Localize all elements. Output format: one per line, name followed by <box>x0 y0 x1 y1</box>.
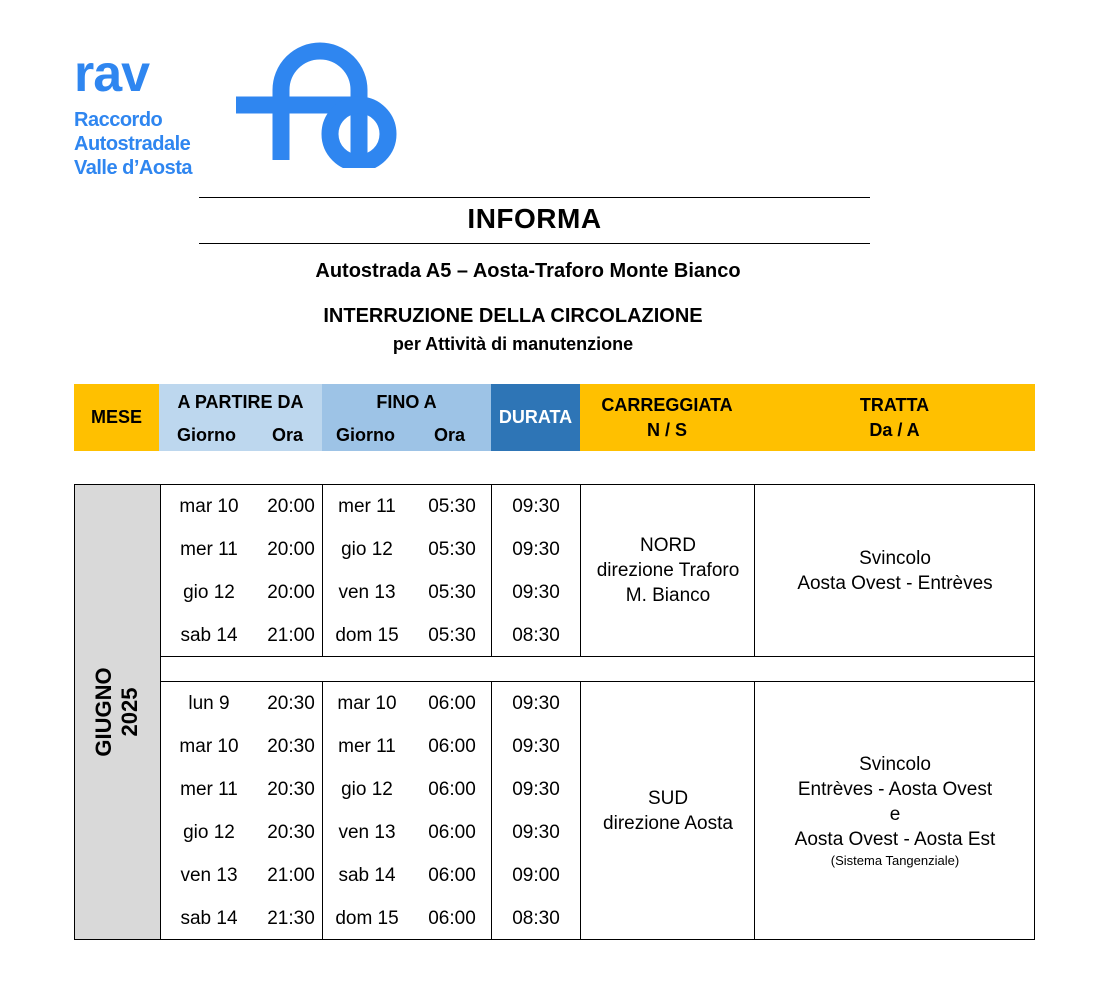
nord-from-time: 20:00 <box>267 539 315 560</box>
header-carreggiata-label: CARREGGIATA <box>601 394 733 415</box>
sud-carriageway-line: SUD <box>647 787 689 809</box>
table-header <box>74 384 1035 451</box>
logo-mark-icon <box>236 38 404 168</box>
header-giorno-to: Giorno <box>336 425 395 445</box>
sud-duration: 09:30 <box>512 693 560 714</box>
subheadline: per Attività di manutenzione <box>392 334 634 354</box>
sud-section-line: Svincolo <box>859 754 931 775</box>
sud-from-time: 20:30 <box>267 822 315 843</box>
nord-carriageway-line: NORD <box>640 535 696 556</box>
nord-section <box>756 485 1034 656</box>
header-ora-from: Ora <box>272 425 304 445</box>
sud-from-day: ven 13 <box>180 865 238 886</box>
col-line <box>754 682 755 939</box>
sud-to-time: 06:00 <box>428 779 476 800</box>
col-line <box>580 682 581 939</box>
sud-from-time: 21:00 <box>267 865 315 886</box>
sud-from-day: gio 12 <box>183 822 235 843</box>
sud-section-line: e <box>889 804 901 825</box>
nord-from-day: gio 12 <box>183 582 235 603</box>
nord-to-time: 05:30 <box>428 582 476 603</box>
header-ora-to: Ora <box>434 425 466 445</box>
header-tratta-sub: Da / A <box>869 419 920 440</box>
sud-to-day: dom 15 <box>335 908 399 929</box>
sud-carriageway-line: direzione Aosta <box>603 812 733 834</box>
col-line <box>580 485 581 656</box>
nord-from-day: sab 14 <box>180 625 238 646</box>
header-durata-label: DURATA <box>498 407 573 427</box>
nord-to-day: gio 12 <box>341 539 393 560</box>
month-label <box>91 667 143 756</box>
header-mese <box>74 384 159 451</box>
schedule-table <box>74 484 1035 940</box>
header-durata <box>491 384 580 451</box>
sud-to-day: gio 12 <box>341 779 393 800</box>
col-line <box>160 485 161 939</box>
header-carreggiata-sub: N / S <box>646 419 687 440</box>
nord-from-day: mer 11 <box>180 539 238 560</box>
nord-section-line: Svincolo <box>859 547 931 569</box>
header-tratta-label: TRATTA <box>859 394 930 415</box>
sud-from-day: lun 9 <box>188 693 230 714</box>
col-line <box>491 485 492 656</box>
sud-to-time: 06:00 <box>428 736 476 757</box>
logo <box>74 45 192 180</box>
sud-from-day: mer 11 <box>180 779 238 800</box>
nord-duration: 09:30 <box>512 496 560 517</box>
nord-to-time: 05:30 <box>428 539 476 560</box>
sud-section-line: Entrèves - Aosta Ovest <box>797 779 993 800</box>
sud-from-day: sab 14 <box>180 908 238 929</box>
month-cell <box>75 485 160 939</box>
title-rule-bottom <box>199 243 870 244</box>
nord-carriageway-line: M. Bianco <box>625 585 711 606</box>
sud-duration: 08:30 <box>512 908 560 929</box>
header-tratta <box>754 384 1035 451</box>
sud-from-time: 20:30 <box>267 693 315 714</box>
logo-line-2: Autostradale <box>74 133 191 155</box>
sud-to-day: mer 11 <box>338 736 396 757</box>
month-name: GIUGNO <box>91 667 116 757</box>
sud-carriageway <box>582 682 754 939</box>
sud-from-time: 20:30 <box>267 779 315 800</box>
separator-top <box>160 656 1034 657</box>
nord-carriageway <box>582 485 754 656</box>
month-year: 2025 <box>117 687 142 737</box>
headline: INTERRUZIONE DELLA CIRCOLAZIONE <box>323 305 703 327</box>
sud-to-time: 06:00 <box>428 865 476 886</box>
nord-to-day: mer 11 <box>338 496 396 517</box>
nord-from-time: 20:00 <box>267 496 315 517</box>
nord-carriageway-line: direzione Traforo <box>596 560 740 581</box>
sud-duration: 09:30 <box>512 822 560 843</box>
sud-from-day: mar 10 <box>179 736 239 757</box>
sud-to-day: ven 13 <box>338 822 396 843</box>
header-fino-a-label: FINO A <box>376 392 437 412</box>
nord-from-time: 21:00 <box>267 625 315 646</box>
nord-from-time: 20:00 <box>267 582 315 603</box>
sud-to-day: mar 10 <box>337 693 397 714</box>
col-line <box>322 682 323 939</box>
road-name: Autostrada A5 – Aosta-Traforo Monte Bianco <box>315 260 741 282</box>
nord-duration: 09:30 <box>512 539 560 560</box>
sud-section <box>756 682 1034 939</box>
sud-from-time: 20:30 <box>267 736 315 757</box>
sud-to-time: 06:00 <box>428 908 476 929</box>
nord-section-line: Aosta Ovest - Entrèves <box>797 572 993 594</box>
nord-to-time: 05:30 <box>428 625 476 646</box>
col-line <box>491 682 492 939</box>
nord-to-day: ven 13 <box>338 582 396 603</box>
logo-short: rav <box>74 45 150 103</box>
sud-section-line: Aosta Ovest - Aosta Est <box>794 829 996 850</box>
nord-from-day: mar 10 <box>179 496 239 517</box>
sud-to-time: 06:00 <box>428 822 476 843</box>
col-line <box>754 485 755 656</box>
nord-to-day: dom 15 <box>335 625 399 646</box>
sud-duration: 09:00 <box>512 865 560 886</box>
page-title: INFORMA <box>467 203 602 234</box>
header-mese-label: MESE <box>90 407 142 427</box>
sud-to-time: 06:00 <box>428 693 476 714</box>
sud-section-note: (Sistema Tangenziale) <box>830 853 960 868</box>
header-giorno-from: Giorno <box>177 425 236 445</box>
header-a-partire-da-label: A PARTIRE DA <box>177 392 304 412</box>
nord-duration: 09:30 <box>512 582 560 603</box>
sud-from-time: 21:30 <box>267 908 315 929</box>
header-carreggiata <box>580 384 754 451</box>
sud-duration: 09:30 <box>512 779 560 800</box>
nord-duration: 08:30 <box>512 625 560 646</box>
nord-to-time: 05:30 <box>428 496 476 517</box>
title-rule-top <box>199 197 870 198</box>
sud-to-day: sab 14 <box>338 865 396 886</box>
logo-line-3: Valle d’Aosta <box>74 157 192 179</box>
sud-duration: 09:30 <box>512 736 560 757</box>
logo-line-1: Raccordo <box>74 109 163 131</box>
col-line <box>322 485 323 656</box>
